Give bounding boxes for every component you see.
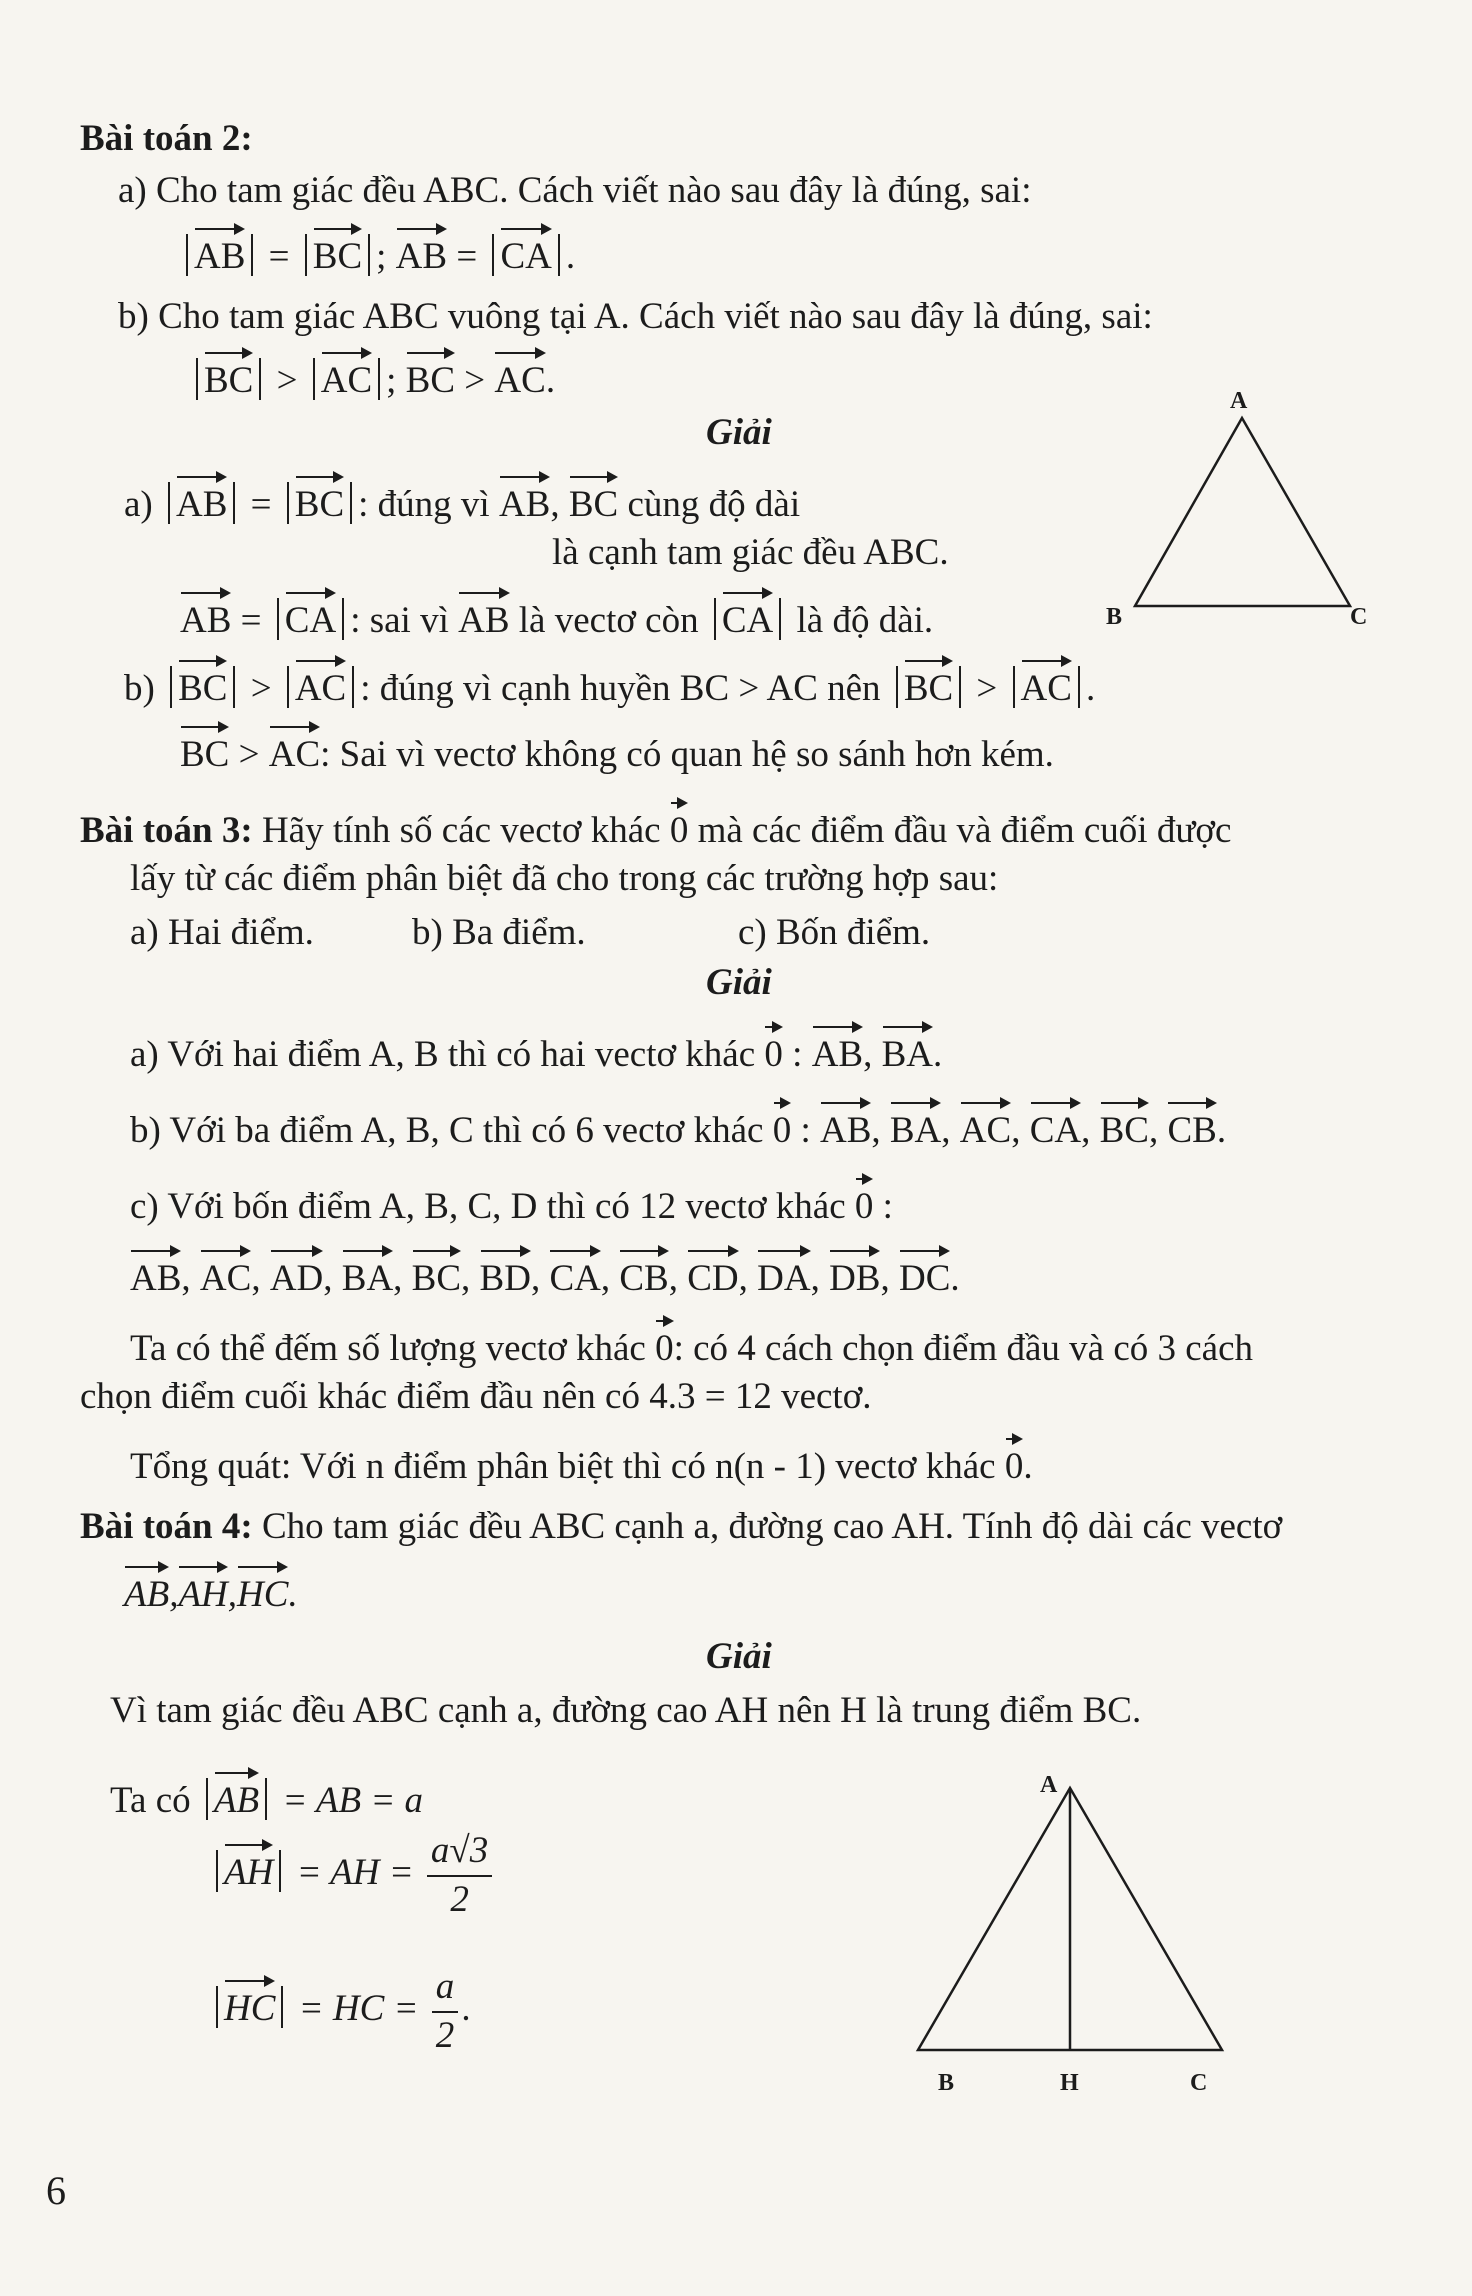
- label-b: B: [938, 2070, 955, 2096]
- figure-triangle-abc: [1100, 378, 1380, 638]
- vec-ca: CA: [500, 222, 551, 275]
- figure-triangle-altitude: [900, 1760, 1230, 2100]
- vec-bc: BC: [204, 346, 253, 399]
- solution-heading-3: Giải: [706, 962, 772, 1003]
- problem-4-line2: AB,AH,HC.: [124, 1560, 298, 1617]
- formula-2b: BC > AC ; BC > AC.: [190, 346, 555, 403]
- label-a: A: [1040, 1772, 1058, 1798]
- problem-2-part-b: b) Cho tam giác ABC vuông tại A. Cách viết nào sau đây là đúng, sai:: [118, 296, 1153, 337]
- eq-hc: HC = HC = $\frac{a}{2}$ .: [210, 1966, 472, 2057]
- solution-heading-2: Giải: [706, 412, 772, 453]
- label-c: C: [1350, 604, 1368, 630]
- solution-3b: b) Với ba điểm A, B, C thì có 6 vectơ khác 0 : AB, BA, AC, CA, BC, CB.: [130, 1096, 1226, 1153]
- problem-2-title: Bài toán 2:: [80, 118, 253, 159]
- vec-ac: AC: [321, 346, 372, 399]
- problem-4-line1: Bài toán 4: Cho tam giác đều ABC cạnh a, đường cao AH. Tính độ dài các vectơ: [80, 1506, 1283, 1547]
- vec-ac: AC: [494, 346, 545, 399]
- problem-3-opt-a: a) Hai điểm.: [130, 912, 314, 953]
- problem-2-part-a: a) Cho tam giác đều ABC. Cách viết nào sau đây là đúng, sai:: [118, 170, 1032, 211]
- page-number: 6: [46, 2168, 66, 2213]
- vec-bc: BC: [313, 222, 362, 275]
- problem-3-opt-b: b) Ba điểm.: [412, 912, 586, 953]
- solution-3c-vectors: AB, AC, AD, BA, BC, BD, CA, CB, CD, DA, DB, DC.: [130, 1244, 960, 1301]
- label-h: H: [1060, 2070, 1079, 2096]
- problem-3-opt-c: c) Bốn điểm.: [738, 912, 931, 953]
- solution-2a-line1: a) AB = BC : đúng vì AB, BC cùng độ dài: [124, 470, 800, 527]
- formula-2a: AB = BC ; AB = CA .: [180, 222, 575, 279]
- eq-ah: AH = AH = $\frac{a√3}{2}$: [210, 1830, 496, 1921]
- label-c: C: [1190, 2070, 1208, 2096]
- problem-3-line1: Bài toán 3: Hãy tính số các vectơ khác 0 mà các điểm đầu và điểm cuối được: [80, 796, 1231, 853]
- label-a: A: [1230, 388, 1248, 414]
- eq-ab: Ta có AB = AB = a: [110, 1766, 423, 1823]
- vec-ab: AB: [194, 222, 245, 275]
- vec-ab: AB: [396, 222, 447, 275]
- solution-2b-line2: BC > AC: Sai vì vectơ không có quan hệ so sánh hơn kém.: [180, 720, 1054, 777]
- solution-2a-line3: AB = CA : sai vì AB là vectơ còn CA là độ dài.: [180, 586, 933, 643]
- solution-2a-line2: là cạnh tam giác đều ABC.: [552, 532, 949, 573]
- solution-4-line1: Vì tam giác đều ABC cạnh a, đường cao AH nên H là trung điểm BC.: [110, 1690, 1142, 1731]
- count-line2: chọn điểm cuối khác điểm đầu nên có 4.3 = 12 vectơ.: [80, 1376, 872, 1417]
- solution-3c: c) Với bốn điểm A, B, C, D thì có 12 vectơ khác 0 :: [130, 1172, 893, 1229]
- problem-3-line2: lấy từ các điểm phân biệt đã cho trong các trường hợp sau:: [130, 858, 999, 899]
- solution-heading-4: Giải: [706, 1636, 772, 1677]
- solution-3a: a) Với hai điểm A, B thì có hai vectơ khác 0 : AB, BA.: [130, 1020, 942, 1077]
- solution-2b-line1: b) BC > AC : đúng vì cạnh huyền BC > AC nên BC > AC .: [124, 654, 1095, 711]
- label-b: B: [1106, 604, 1123, 630]
- vec-bc: BC: [406, 346, 455, 399]
- general-line: Tổng quát: Với n điểm phân biệt thì có n(n - 1) vectơ khác 0.: [130, 1432, 1033, 1489]
- count-line1: Ta có thể đếm số lượng vectơ khác 0: có 4 cách chọn điểm đầu và có 3 cách: [130, 1314, 1253, 1371]
- triangle-abc: [1135, 418, 1350, 606]
